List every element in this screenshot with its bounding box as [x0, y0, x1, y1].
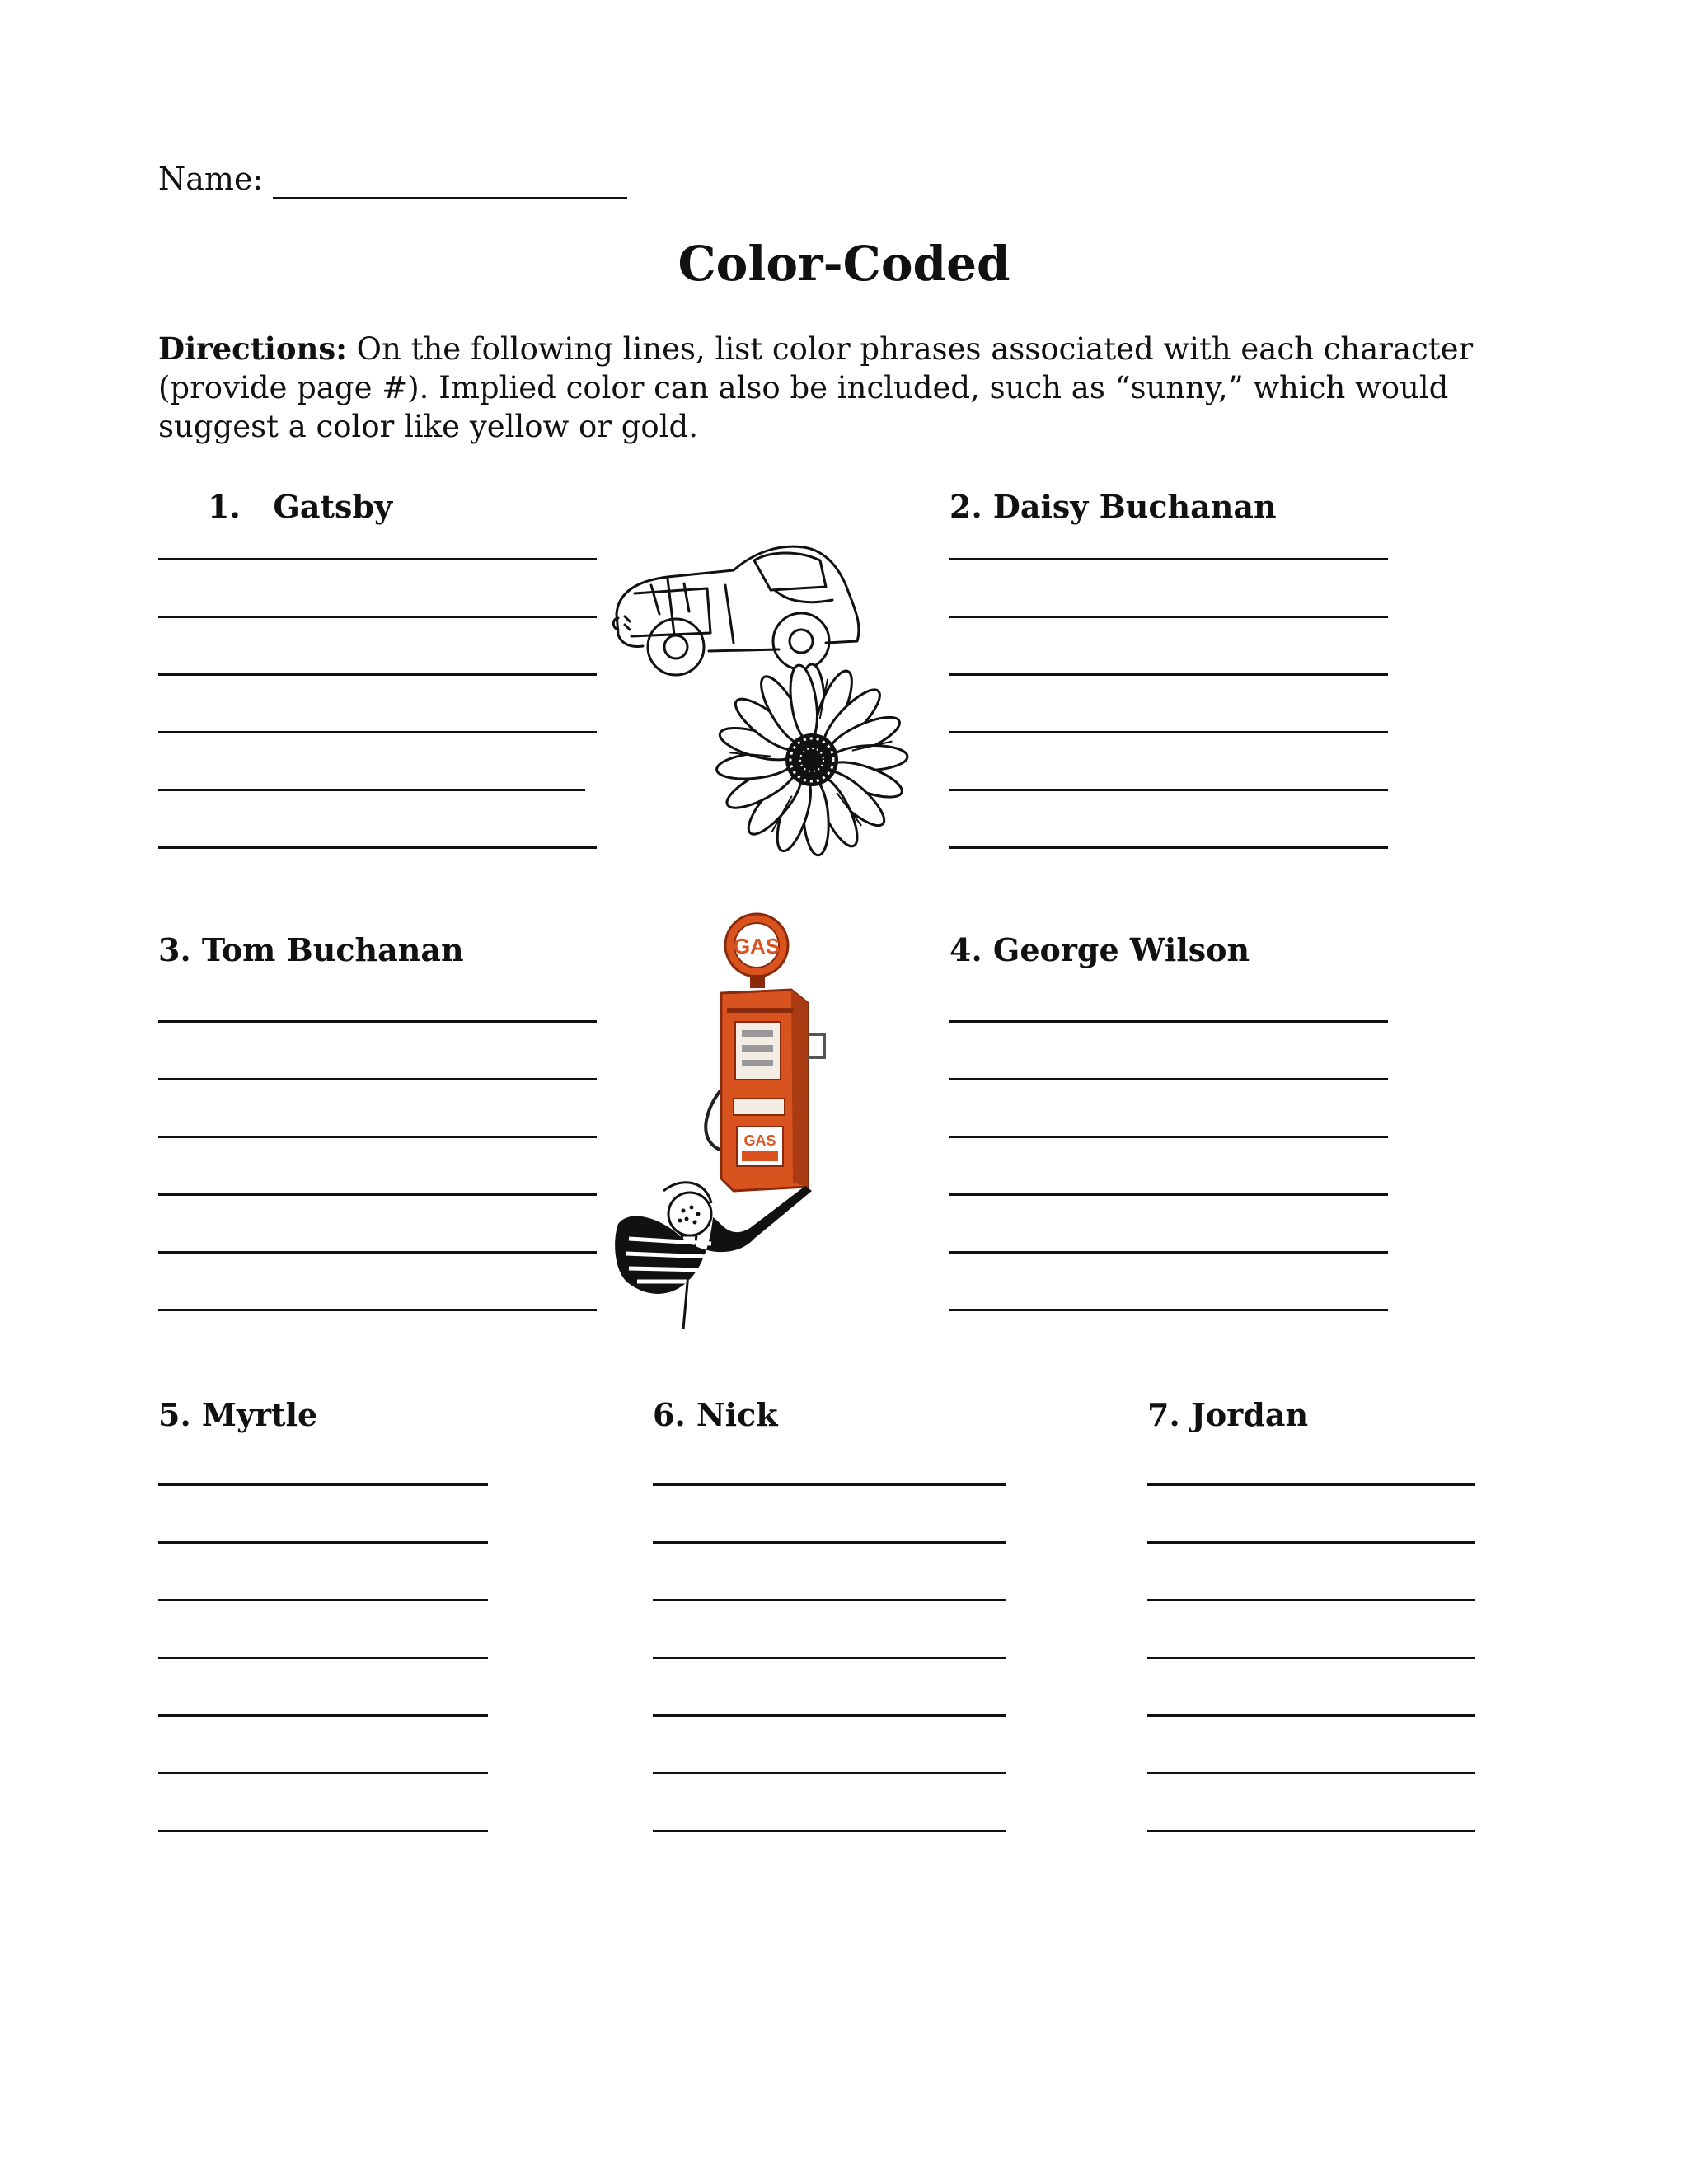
answer-line[interactable] — [653, 1483, 1006, 1486]
answer-line[interactable] — [950, 789, 1388, 791]
answer-line[interactable] — [158, 1657, 488, 1659]
heading-number: 6. — [653, 1396, 686, 1433]
answer-line[interactable] — [1147, 1541, 1475, 1544]
answer-line[interactable] — [158, 616, 597, 618]
answer-line[interactable] — [158, 1714, 488, 1717]
answer-line[interactable] — [158, 1541, 488, 1544]
gas-pump-icon — [684, 911, 865, 1195]
answer-line[interactable] — [1147, 1483, 1475, 1486]
answer-line[interactable] — [158, 1309, 597, 1311]
heading-myrtle — [158, 1394, 317, 1436]
answer-line[interactable] — [950, 846, 1388, 849]
answer-line[interactable] — [158, 1772, 488, 1774]
answer-line[interactable] — [950, 1251, 1388, 1254]
heading-character: Myrtle — [201, 1396, 318, 1433]
daisy-flower-icon — [709, 659, 915, 861]
answer-line[interactable] — [158, 1020, 597, 1023]
heading-character: Jordan — [1190, 1396, 1309, 1433]
answer-line[interactable] — [653, 1714, 1006, 1717]
answer-line[interactable] — [158, 846, 597, 849]
answer-line[interactable] — [950, 1136, 1388, 1138]
heading-number: 5. — [158, 1396, 191, 1433]
answer-line[interactable] — [158, 673, 597, 676]
answer-line[interactable] — [950, 1309, 1388, 1311]
svg-text:GAS: GAS — [733, 934, 781, 958]
answer-line[interactable] — [950, 1078, 1388, 1080]
answer-line[interactable] — [158, 1830, 488, 1832]
answer-line[interactable] — [950, 731, 1388, 733]
heading-george — [950, 930, 1250, 971]
heading-jordan — [1147, 1394, 1308, 1436]
answer-line[interactable] — [950, 1020, 1388, 1023]
heading-number: 2. — [950, 488, 982, 525]
heading-number: 1. — [208, 488, 241, 525]
answer-line[interactable] — [1147, 1714, 1475, 1717]
answer-line[interactable] — [950, 616, 1388, 618]
answer-line[interactable] — [158, 1136, 597, 1138]
heading-character: Nick — [696, 1396, 778, 1433]
heading-number: 4. — [950, 931, 982, 968]
directions-label: Directions: — [158, 330, 347, 367]
answer-line[interactable] — [1147, 1772, 1475, 1774]
heading-nick — [653, 1394, 778, 1436]
name-label: Name: — [158, 161, 264, 197]
answer-line[interactable] — [950, 673, 1388, 676]
heading-character: George Wilson — [992, 931, 1250, 968]
heading-tom — [158, 930, 464, 971]
heading-character: Daisy Buchanan — [992, 488, 1277, 525]
heading-daisy — [950, 486, 1277, 527]
name-field[interactable] — [158, 158, 627, 199]
answer-line[interactable] — [158, 1251, 597, 1254]
answer-line[interactable] — [158, 1599, 488, 1601]
heading-gatsby — [208, 486, 392, 527]
answer-line[interactable] — [1147, 1830, 1475, 1832]
name-blank-line[interactable] — [273, 169, 627, 199]
directions — [158, 330, 1510, 446]
heading-number: 3. — [158, 931, 191, 968]
answer-line[interactable] — [653, 1657, 1006, 1659]
answer-line[interactable] — [653, 1830, 1006, 1832]
answer-line[interactable] — [1147, 1599, 1475, 1601]
answer-line[interactable] — [950, 558, 1388, 560]
page-title: Color-Coded — [678, 236, 1010, 292]
answer-line[interactable] — [653, 1541, 1006, 1544]
answer-line[interactable] — [653, 1599, 1006, 1601]
answer-line[interactable] — [1147, 1657, 1475, 1659]
golf-club-icon — [614, 1174, 820, 1339]
answer-line[interactable] — [950, 1193, 1388, 1196]
answer-line[interactable] — [158, 731, 597, 733]
answer-line[interactable] — [158, 1078, 597, 1080]
answer-line[interactable] — [158, 789, 585, 791]
answer-line[interactable] — [158, 1193, 597, 1196]
heading-character: Gatsby — [273, 488, 393, 525]
svg-text:GAS: GAS — [743, 1132, 776, 1149]
heading-number: 7. — [1147, 1396, 1180, 1433]
answer-line[interactable] — [158, 1483, 488, 1486]
heading-character: Tom Buchanan — [201, 931, 464, 968]
answer-line[interactable] — [158, 558, 597, 560]
directions-text: On the following lines, list color phrases associated with each character (provide page #). Implied color can also be included, such as “sunny,” which would suggest a color like yellow or gold. — [158, 331, 1474, 444]
answer-line[interactable] — [653, 1772, 1006, 1774]
